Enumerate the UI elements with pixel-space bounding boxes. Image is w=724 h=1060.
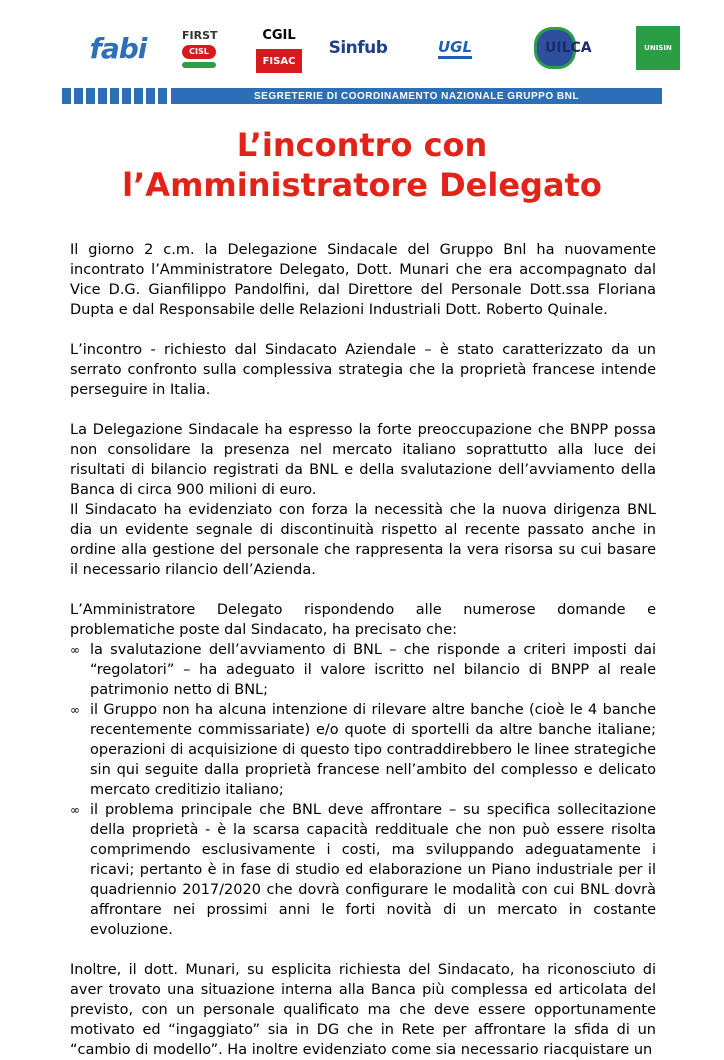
union-logos-row bbox=[70, 18, 690, 80]
fabi-logo bbox=[90, 18, 146, 78]
infinity-bullet-icon: ∞ bbox=[70, 643, 80, 657]
cgil-fisac-logo bbox=[255, 18, 303, 78]
cgil-logo-text: CGIL bbox=[256, 23, 302, 51]
fabi-logo-text: fabi bbox=[89, 31, 147, 65]
header-band-title: SEGRETERIE DI COORDINAMENTO NAZIONALE GRUPPO BNL bbox=[171, 88, 662, 104]
uilca-logo bbox=[515, 18, 595, 78]
paragraph-3: La Delegazione Sindacale ha espresso la forte preoccupazione che BNPP possa non consolidare la presenza nel mercato italiano soprattutto alla luce dei risultati di bilancio registrati da BNL e della svalutazione dell’avviamento della Banca di circa 900 milioni di euro. bbox=[70, 422, 656, 498]
sinfub-logo-text: Sinfub bbox=[328, 38, 388, 58]
title-line-2: l’Amministratore Delegato bbox=[122, 166, 602, 204]
cisl-logo-text: CISL bbox=[182, 45, 216, 59]
document-title bbox=[0, 125, 724, 205]
uilca-logo-text: UILCA bbox=[545, 40, 592, 56]
first-logo-text: FIRST bbox=[182, 28, 218, 42]
ugl-logo-text: UGL bbox=[438, 38, 472, 59]
ugl-logo bbox=[420, 18, 490, 78]
list-item bbox=[70, 640, 656, 700]
header-stripes bbox=[62, 88, 167, 104]
paragraph-1: Il giorno 2 c.m. la Delegazione Sindacale del Gruppo Bnl ha nuovamente incontrato l’Amministratore Delegato, Dott. Munari che era accompagnato dal Vice D.G. Gianfilippo Pandolfini, dal Direttore del Personale Dott.ssa Floriana Dupta e dal Responsabile delle Relazioni Industriali Dott. Roberto Quinale. bbox=[70, 242, 656, 318]
first-cisl-logo bbox=[182, 18, 228, 78]
infinity-bullet-icon: ∞ bbox=[70, 703, 80, 717]
paragraph-2: L’incontro - richiesto dal Sindacato Aziendale – è stato caratterizzato da un serrato confronto sulla complessiva strategia che la proprietà francese intende perseguire in Italia. bbox=[70, 342, 656, 398]
title-line-1: L’incontro con bbox=[236, 126, 488, 164]
sinfub-logo bbox=[325, 18, 391, 78]
bullet-text: la svalutazione dell’avviamento di BNL – che risponde a criteri imposti dai “regolatori” – ha adeguato il valore iscritto nel bilancio di BNPP al reale patrimonio netto di BNL; bbox=[90, 642, 656, 698]
fisac-logo-text: FISAC bbox=[256, 51, 302, 73]
paragraph-4: Il Sindacato ha evidenziato con forza la necessità che la nuova dirigenza BNL dia un evidente segnale di discontinuità rispetto al recente passato anche in ordine alla gestione del personale che rappresenta la vera risorsa su cui basare il necessario rilancio dell’Azienda. bbox=[70, 502, 656, 578]
first-logo-stripe bbox=[182, 62, 216, 68]
unisin-logo-text: UNISIN bbox=[636, 26, 680, 70]
bullet-text: il Gruppo non ha alcuna intenzione di rilevare altre banche (cioè le 4 banche recentemente commissariate) e/o quote di sportelli da altre banche italiane; operazioni di acquisizione di questo tipo contraddirebbero le linee strategiche sin qui seguite dalla proprietà francese nell’ambito del complesso e delicato mercato creditizio italiano; bbox=[90, 702, 656, 798]
list-item bbox=[70, 700, 656, 800]
bullet-list bbox=[70, 640, 656, 940]
paragraph-6: Inoltre, il dott. Munari, su esplicita richiesta del Sindacato, ha riconosciuto di aver trovato una situazione interna alla Banca più complessa ed articolata del previsto, con un personale qualificato ma che deve essere opportunamente motivato ed “ingaggiato” sia in DG che in Rete per affrontare la sfida di un “cambio di modello”. Ha inoltre evidenziato come sia necessario riacquistare un bbox=[70, 962, 656, 1058]
paragraph-5: L’Amministratore Delegato rispondendo alle numerose domande e problematiche poste dal Sindacato, ha precisato che: bbox=[70, 602, 656, 638]
bullet-text: il problema principale che BNL deve affrontare – su specifica sollecitazione della proprietà - è la scarsa capacità reddituale che non può essere risolta comprimendo esclusivamente i costi, ma sviluppando adeguatamente i ricavi; pertanto è in fase di studio ed elaborazione un Piano industriale per il quadriennio 2017/2020 che dovrà configurare le modalità con cui BNL dovrà affrontare nei prossimi anni le forti novità di un mercato in costante evoluzione. bbox=[90, 802, 656, 938]
list-item bbox=[70, 800, 656, 940]
document-body bbox=[70, 240, 656, 1060]
infinity-bullet-icon: ∞ bbox=[70, 803, 80, 817]
header-band bbox=[62, 88, 662, 104]
unisin-logo bbox=[636, 18, 680, 78]
